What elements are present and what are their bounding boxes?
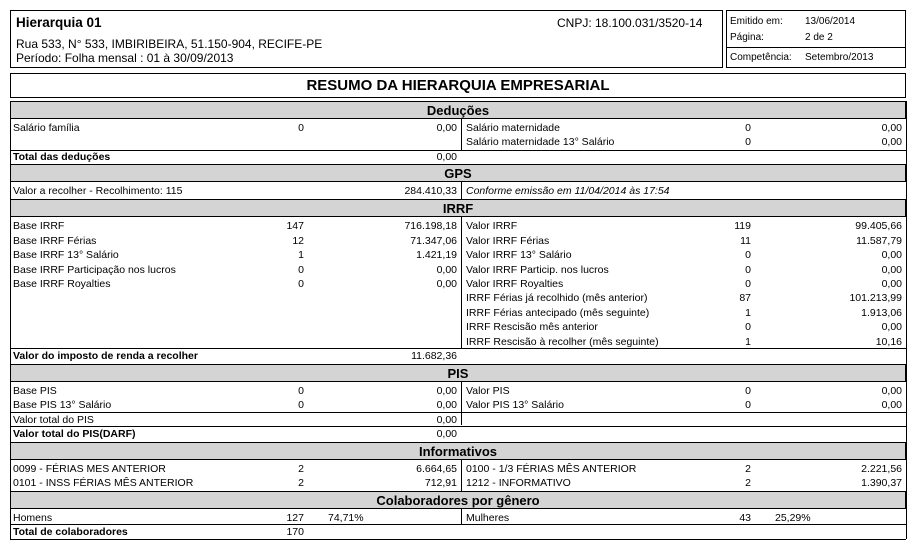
irrf-total-value: 11.682,36 [411,350,457,362]
informativo-label: 0101 - INSS FÉRIAS MÊS ANTERIOR [13,477,194,489]
pis-base-label: Base PIS [13,385,57,397]
irrf-valor-qty: 0 [745,278,751,290]
pis-darf-value: 0,00 [436,428,457,440]
irrf-valor-label: IRRF Rescisão mês anterior [466,321,598,333]
irrf-valor-qty: 11 [740,235,751,247]
irrf-valor-label: IRRF Rescisão à recolher (mês seguinte) [466,336,659,348]
irrf-base-label: Base IRRF Royalties [13,278,111,290]
deducao-label: Salário família [13,122,80,134]
informativos-divider [461,460,462,491]
competencia-label: Competência: [730,52,792,63]
informativo-value: 1.390,37 [861,477,902,489]
irrf-valor-value: 0,00 [881,249,902,261]
informativo-value: 2.221,56 [861,463,902,475]
deducao-label: Salário maternidade 13° Salário [466,136,615,148]
informativo-qty: 2 [298,463,304,475]
irrf-valor-label: IRRF Férias antecipado (mês seguinte) [466,307,650,319]
deducao-value: 0,00 [436,122,457,134]
men-count: 127 [286,512,304,524]
irrf-valor-value: 101.213,99 [849,292,902,304]
deducao-label: Salário maternidade [466,122,560,134]
informativo-label: 1212 - INFORMATIVO [466,477,571,489]
meta-divider [726,47,906,48]
irrf-valor-qty: 1 [745,336,751,348]
pis-base-value: 0,00 [436,399,457,411]
pis-valor-qty: 0 [745,385,751,397]
table-right-border [906,101,907,539]
pis-valor-qty: 0 [745,399,751,411]
company-name: Hierarquia 01 [16,15,102,30]
table-left-border [10,101,11,539]
irrf-valor-qty: 119 [734,220,751,232]
irrf-valor-label: Valor IRRF [466,220,518,232]
report-title: RESUMO DA HIERARQUIA EMPRESARIAL [306,77,610,94]
section-colaboradores-heading: Colaboradores por gênero [10,491,906,509]
gps-label: Valor a recolher - Recolhimento: 115 [13,185,183,197]
irrf-valor-value: 0,00 [881,278,902,290]
pis-total-label: Valor total do PIS [13,414,94,426]
irrf-valor-qty: 1 [745,307,751,319]
pis-base-qty: 0 [298,385,304,397]
irrf-base-value: 0,00 [436,264,457,276]
pis-valor-value: 0,00 [881,399,902,411]
men-percent: 74,71% [328,512,364,524]
irrf-base-qty: 0 [298,264,304,276]
section-informativos-heading: Informativos [10,442,906,460]
irrf-base-qty: 0 [298,278,304,290]
section-deducoes-heading: Deduções [10,101,906,119]
pis-valor-value: 0,00 [881,385,902,397]
deducao-value: 0,00 [881,122,902,134]
deducao-qty: 0 [745,136,751,148]
men-label: Homens [13,512,53,524]
women-percent: 25,29% [775,512,811,524]
irrf-base-label: Base IRRF Férias [13,235,97,247]
irrf-valor-label: Valor IRRF Férias [466,235,550,247]
gps-value: 284.410,33 [404,185,457,197]
pagina-label: Página: [730,32,764,43]
section-pis-heading: PIS [10,364,906,382]
irrf-valor-qty: 0 [745,249,751,261]
pis-base-value: 0,00 [436,385,457,397]
irrf-valor-label: Valor IRRF Royalties [466,278,564,290]
report-period: Período: Folha mensal : 01 à 30/09/2013 [16,51,234,65]
irrf-valor-qty: 0 [745,264,751,276]
irrf-base-qty: 1 [298,249,304,261]
company-address: Rua 533, N° 533, IMBIRIBEIRA, 51.150-904, RECIFE-PE [16,37,323,51]
irrf-base-label: Base IRRF 13° Salário [13,249,119,261]
irrf-valor-label: Valor IRRF 13° Salário [466,249,572,261]
irrf-total-line [10,348,906,349]
irrf-base-label: Base IRRF [13,220,65,232]
informativo-value: 6.664,65 [416,463,457,475]
irrf-valor-label: Valor IRRF Particip. nos lucros [466,264,609,276]
informativo-value: 712,91 [424,477,457,489]
deducao-value: 0,00 [881,136,902,148]
deducoes-divider [461,119,462,150]
women-label: Mulheres [466,512,510,524]
deducoes-total-value: 0,00 [436,151,457,163]
colaboradores-total-value: 170 [286,526,304,538]
informativo-label: 0100 - 1/3 FÉRIAS MÊS ANTERIOR [466,463,637,475]
gps-divider [461,182,462,199]
informativo-qty: 2 [298,477,304,489]
irrf-base-label: Base IRRF Participação nos lucros [13,264,176,276]
irrf-base-qty: 12 [292,235,304,247]
deducao-qty: 0 [745,122,751,134]
irrf-valor-label: IRRF Férias já recolhido (mês anterior) [466,292,648,304]
irrf-base-value: 1.421,19 [416,249,457,261]
irrf-valor-qty: 0 [745,321,751,333]
company-cnpj: CNPJ: 18.100.031/3520-14 [557,16,703,30]
colaboradores-divider [461,509,462,524]
emitido-label: Emitido em: [730,16,783,27]
irrf-valor-value: 10,16 [875,336,902,348]
pagina-value: 2 de 2 [805,32,833,43]
women-count: 43 [739,512,751,524]
irrf-valor-value: 11.587,79 [856,235,902,247]
pis-total-value: 0,00 [436,414,457,426]
colaboradores-total-label: Total de colaboradores [13,526,128,538]
irrf-base-value: 71.347,06 [410,235,457,247]
informativo-label: 0099 - FÉRIAS MES ANTERIOR [13,463,166,475]
deducoes-total-label: Total das deduções [13,151,111,163]
section-irrf-heading: IRRF [10,199,906,217]
irrf-valor-value: 1.913,06 [861,307,902,319]
pis-base-qty: 0 [298,399,304,411]
colaboradores-total-line [10,524,906,525]
table-bottom-border [10,539,906,540]
irrf-total-label: Valor do imposto de renda a recolher [13,350,198,362]
irrf-valor-value: 99.405,66 [855,220,902,232]
irrf-base-qty: 147 [286,220,304,232]
pis-darf-label: Valor total do PIS(DARF) [13,428,136,440]
deducoes-total-line [10,150,906,151]
irrf-divider [461,217,462,348]
pis-darf-line [10,426,906,427]
informativo-qty: 2 [745,463,751,475]
informativo-qty: 2 [745,477,751,489]
pis-total-line [10,412,906,413]
pis-divider [461,382,462,425]
irrf-valor-value: 0,00 [881,321,902,333]
section-gps-heading: GPS [10,164,906,182]
irrf-base-value: 0,00 [436,278,457,290]
pis-valor-label: Valor PIS 13° Salário [466,399,564,411]
emitido-value: 13/06/2014 [805,16,856,27]
competencia-value: Setembro/2013 [805,52,874,63]
irrf-valor-qty: 87 [739,292,751,304]
irrf-base-value: 716.198,18 [404,220,457,232]
pis-valor-label: Valor PIS [466,385,510,397]
deducao-qty: 0 [298,122,304,134]
pis-base-label: Base PIS 13° Salário [13,399,112,411]
irrf-valor-value: 0,00 [881,264,902,276]
gps-note: Conforme emissão em 11/04/2014 às 17:54 [466,185,670,197]
